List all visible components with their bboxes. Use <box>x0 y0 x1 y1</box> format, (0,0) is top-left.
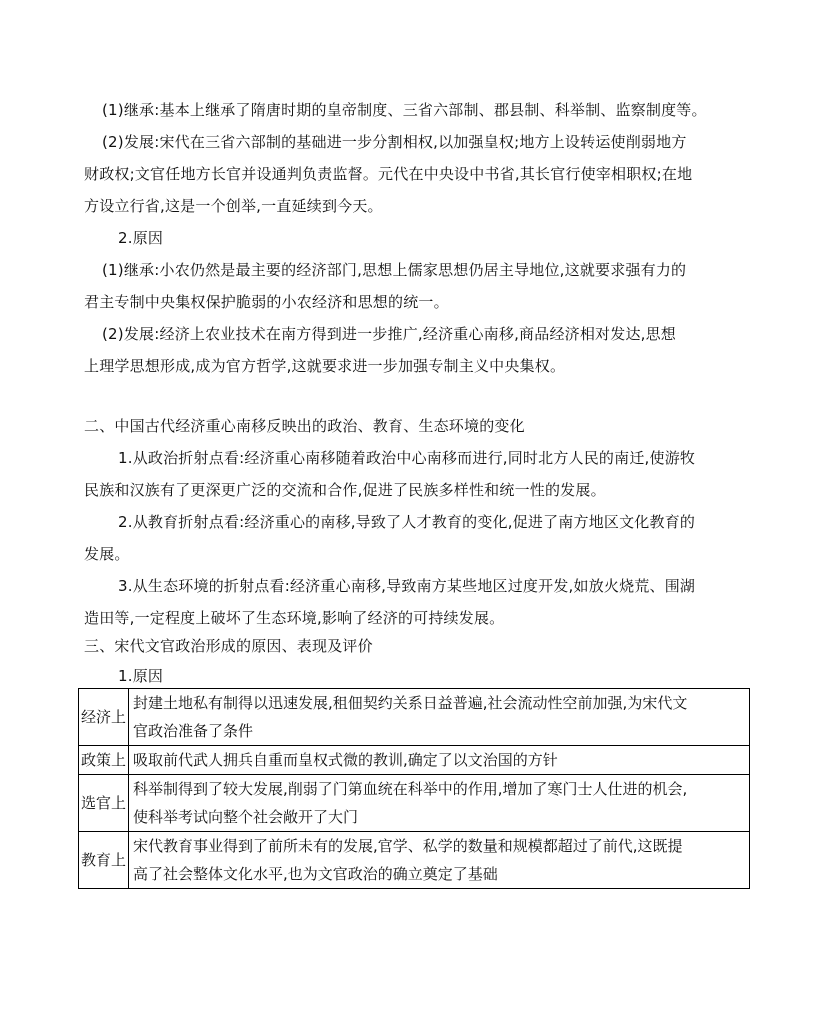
cell-line: 科举制得到了较大发展,削弱了门第血统在科举中的作用,增加了寒门士人仕进的机会, <box>133 780 688 798</box>
section-2-point-1-cont: 民族和汉族有了更深更广泛的交流和合作,促进了民族多样性和统一性的发展。 <box>84 481 606 499</box>
heading-reason: 2.原因 <box>118 229 164 247</box>
reasons-table <box>78 688 750 889</box>
paragraph-inherit-2: (1)继承:小农仍然是最主要的经济部门,思想上儒家思想仍居主导地位,这就要求强有力的 <box>102 261 687 279</box>
paragraph-develop-2-cont: 上理学思想形成,成为官方哲学,这就要求进一步加强专制主义中央集权。 <box>84 357 566 375</box>
row-label-education: 教育上 <box>79 832 129 889</box>
row-content-policy <box>129 746 750 775</box>
paragraph-develop-2: (2)发展:经济上农业技术在南方得到进一步推广,经济重心南移,商品经济相对发达,思想 <box>102 325 677 343</box>
section-2-point-1: 1.从政治折射点看:经济重心南移随着政治中心南移而进行,同时北方人民的南迁,使游牧 <box>118 449 696 467</box>
row-content-education <box>129 832 750 889</box>
cell-line: 使科举考试向整个社会敞开了大门 <box>133 808 359 826</box>
cell-line: 高了社会整体文化水平,也为文官政治的确立奠定了基础 <box>133 865 498 883</box>
table-row <box>79 832 750 889</box>
paragraph-develop-1-cont2: 方设立行省,这是一个创举,一直延续到今天。 <box>84 197 383 215</box>
paragraph-develop-1-cont: 财政权;文官任地方长官并设通判负责监督。元代在中央设中书省,其长官行使宰相职权;在地 <box>84 165 693 183</box>
cell-line: 吸取前代武人拥兵自重而皇权式微的教训,确定了以文治国的方针 <box>133 751 558 769</box>
table-row <box>79 746 750 775</box>
paragraph-inherit-2-cont: 君主专制中央集权保护脆弱的小农经济和思想的统一。 <box>84 293 449 311</box>
section-2-point-2: 2.从教育折射点看:经济重心的南移,导致了人才教育的变化,促进了南方地区文化教育的 <box>118 513 696 531</box>
paragraph-inherit-1: (1)继承:基本上继承了隋唐时期的皇帝制度、三省六部制、郡县制、科举制、监察制度等。 <box>102 101 707 119</box>
section-2-point-3-cont: 造田等,一定程度上破坏了生态环境,影响了经济的可持续发展。 <box>84 609 505 627</box>
table-row <box>79 689 750 746</box>
section-3-heading-reason: 1.原因 <box>118 667 164 685</box>
row-content-selection <box>129 775 750 832</box>
row-label-selection: 选官上 <box>79 775 129 832</box>
section-2-point-3: 3.从生态环境的折射点看:经济重心南移,导致南方某些地区过度开发,如放火烧荒、围湖 <box>118 577 696 595</box>
cell-line: 宋代教育事业得到了前所未有的发展,官学、私学的数量和规模都超过了前代,这既提 <box>133 837 683 855</box>
table-row <box>79 775 750 832</box>
section-3-title: 三、宋代文官政治形成的原因、表现及评价 <box>84 637 373 655</box>
row-label-policy: 政策上 <box>79 746 129 775</box>
row-content-economy <box>129 689 750 746</box>
cell-line: 封建土地私有制得以迅速发展,租佃契约关系日益普遍,社会流动性空前加强,为宋代文 <box>133 694 688 712</box>
section-2-point-2-cont: 发展。 <box>84 545 130 563</box>
row-label-economy: 经济上 <box>79 689 129 746</box>
paragraph-develop-1: (2)发展:宋代在三省六部制的基础进一步分割相权,以加强皇权;地方上设转运使削弱地方 <box>102 133 687 151</box>
cell-line: 官政治准备了条件 <box>133 722 254 740</box>
section-2-title: 二、中国古代经济重心南移反映出的政治、教育、生态环境的变化 <box>84 417 525 435</box>
